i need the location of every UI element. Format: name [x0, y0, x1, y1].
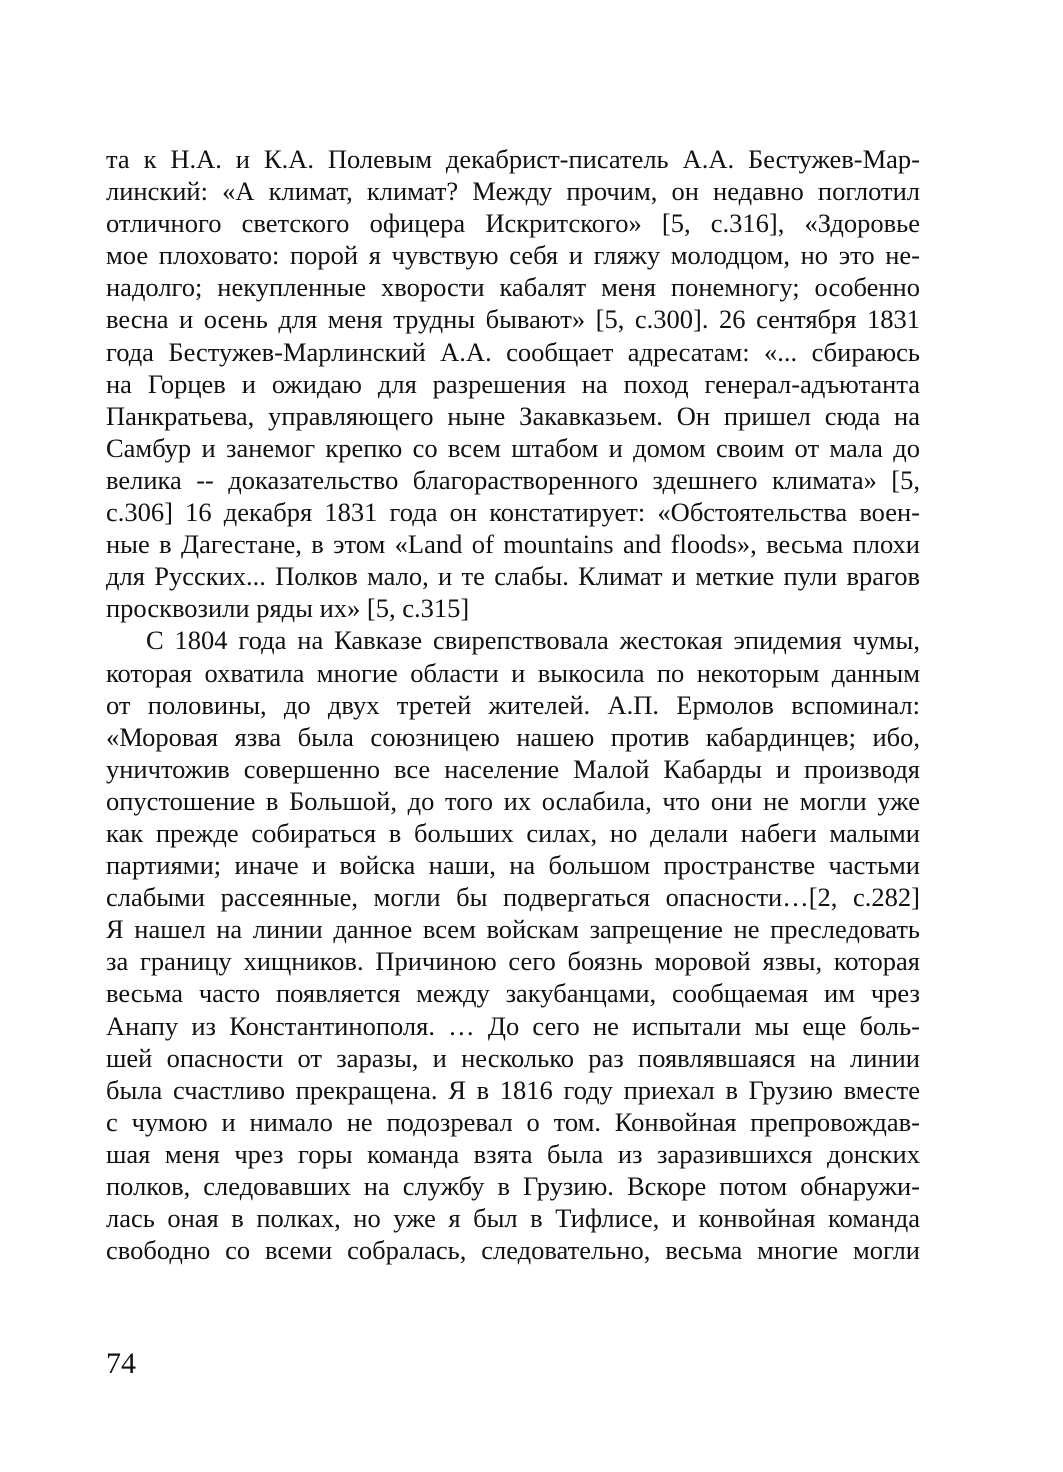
text-line: с чумою и нимало не подозревал о том. Конвойная препровождав- [106, 1106, 920, 1137]
text-line: Анапу из Константинополя. … До сего не испытали мы еще боль- [106, 1010, 920, 1041]
text-line: отличного светского офицера Искритского» [5, с.316], «Здоровье [106, 208, 920, 239]
text-line: которая охватила многие области и выкосила по некоторым данным [106, 657, 920, 688]
text-line: мое плоховато: порой я чувствую себя и гляжу молодцом, но это не- [106, 240, 920, 271]
text-line: как прежде собираться в больших силах, но делали набеги малыми [106, 817, 920, 848]
text-line: та к Н.А. и К.А. Полевым декабрист-писатель А.А. Бестужев-Мар- [106, 144, 920, 174]
paragraph-end-line: просквозили ряды их» [5, с.315] [106, 593, 470, 624]
text-line: для Русских... Полков мало, и те слабы. Климат и меткие пули врагов [106, 561, 920, 592]
text-line: была счастливо прекращена. Я в 1816 году приехал в Грузию вместе [106, 1074, 920, 1105]
text-line: ные в Дагестане, в этом «Land of mountains and floods», весьма плохи [106, 529, 920, 560]
text-line: партиями; иначе и войска наши, на большом пространстве частьми [106, 850, 920, 881]
text-line: уничтожив совершенно все население Малой Кабарды и производя [106, 753, 920, 784]
text-line: лась оная в полках, но уже я был в Тифлисе, и конвойная команда [106, 1203, 920, 1234]
text-line: с.306] 16 декабря 1831 года он констатирует: «Обстоятельства воен- [106, 497, 920, 528]
text-line: весна и осень для меня трудны бывают» [5, с.300]. 26 сентября 1831 [106, 304, 920, 335]
text-line: весьма часто появляется между закубанцами, сообщаемая им чрез [106, 978, 920, 1009]
text-line: шая меня чрез горы команда взята была из заразившихся донских [106, 1138, 920, 1169]
text-line: полков, следовавших на службу в Грузию. Вскоре потом обнаружи- [106, 1171, 920, 1201]
text-line: велика -- доказательство благорастворенного здешнего климата» [5, [106, 464, 920, 495]
text-line: свободно со всеми собралась, следовательно, весьма многие могли [106, 1235, 920, 1266]
page-number: 74 [106, 1347, 136, 1380]
text-line: шей опасности от заразы, и несколько раз появлявшаяся на линии [106, 1042, 920, 1073]
text-line: слабыми рассеянные, могли бы подвергаться опасности…[2, с.282] [106, 882, 920, 913]
text-line: от половины, до двух третей жителей. А.П. Ермолов вспоминал: [106, 689, 920, 720]
body-text [106, 143, 920, 1266]
paragraph-start-line: С 1804 года на Кавказе свирепствовала жестокая эпидемия чумы, [146, 625, 920, 656]
text-line: линский: «А климат, климат? Между прочим, он недавно поглотил [106, 176, 920, 207]
text-line: «Моровая язва была союзницею нашею против кабардинцев; ибо, [106, 721, 920, 752]
text-line: Панкратьева, управляющего ныне Закавказьем. Он пришел сюда на [106, 400, 920, 431]
text-line: Я нашел на линии данное всем войскам запрещение не преследовать [106, 914, 920, 945]
text-line: надолго; некупленные хворости кабалят меня понемногу; особенно [106, 272, 920, 303]
text-line: на Горцев и ожидаю для разрешения на поход генерал-адъютанта [106, 368, 920, 399]
text-line: за границу хищников. Причиною сего боязнь моровой язвы, которая [106, 946, 920, 977]
text-line: Самбур и занемог крепко со всем штабом и домом своим от мала до [106, 432, 920, 463]
text-line: опустошение в Большой, до того их ослабила, что они не могли уже [106, 785, 920, 816]
text-line: года Бестужев-Марлинский А.А. сообщает адресатам: «... сбираюсь [106, 336, 920, 367]
